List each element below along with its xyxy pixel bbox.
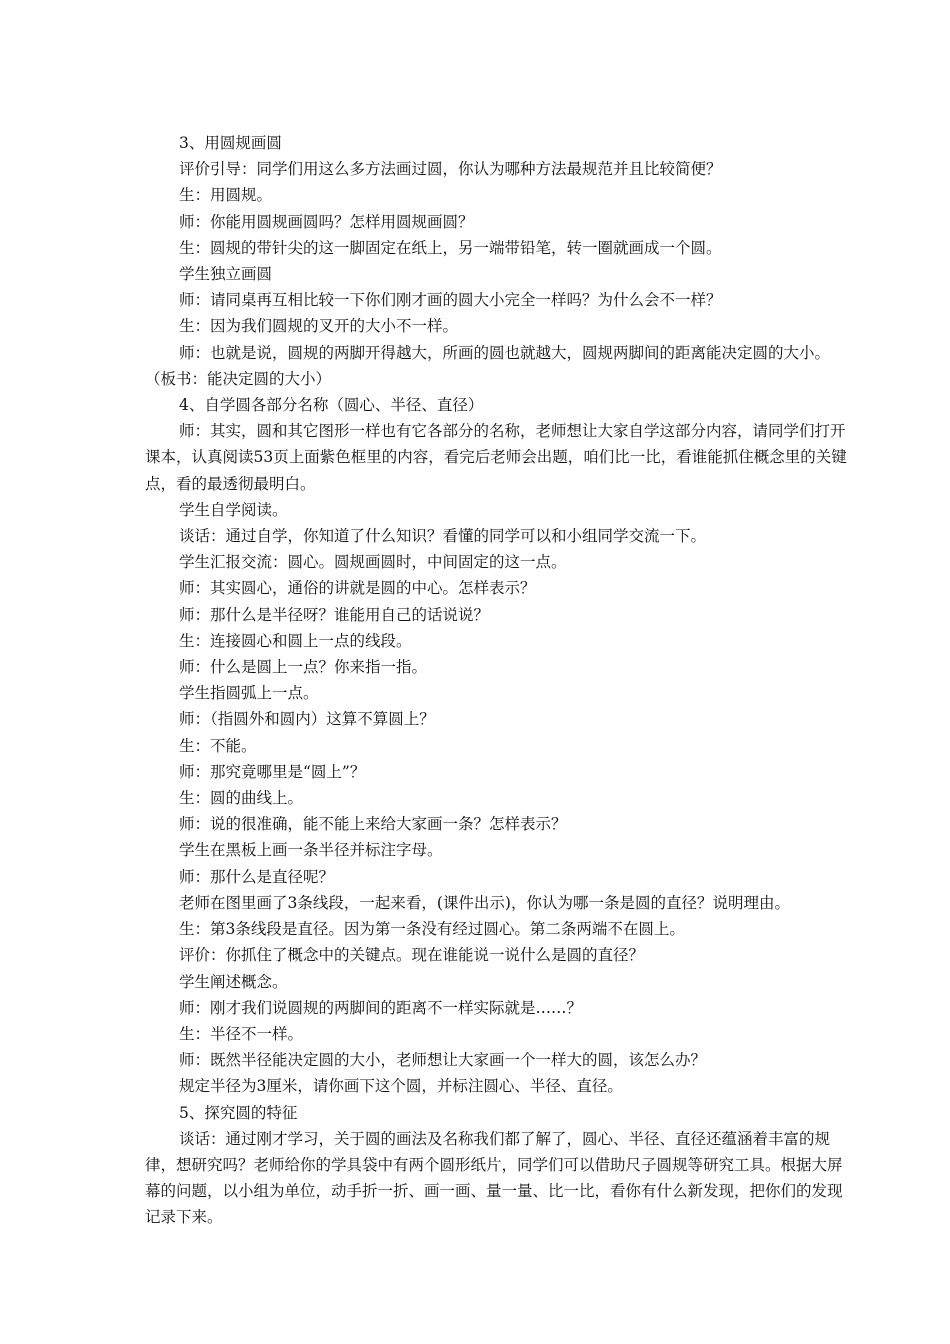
- paragraph: 学生汇报交流：圆心。圆规画圆时，中间固定的这一点。: [179, 553, 567, 572]
- paragraph: 生：圆的曲线上。: [179, 789, 304, 808]
- paragraph: 师：（指圆外和圆内）这算不算圆上？: [179, 710, 435, 729]
- paragraph: 师：其实，圆和其它图形一样也有它各部分的名称，老师想让大家自学这部分内容，请同学们打开课本，认真阅读53页上面紫色框里的内容，看完后老师会出题，咱们比一比，看谁能抓住概念里的关键点，看的最透彻最明白。: [145, 422, 847, 493]
- paragraph: 评价：你抓住了概念中的关键点。现在谁能说一说什么是圆的直径？: [179, 946, 645, 965]
- paragraph: 师：说的很准确，能不能上来给大家画一条？怎样表示？: [179, 815, 567, 834]
- paragraph: 学生在黑板上画一条半径并标注字母。: [179, 841, 443, 860]
- paragraph: 师：什么是圆上一点？你来指一指。: [179, 658, 428, 677]
- paragraph: 生：连接圆心和圆上一点的线段。: [179, 631, 412, 650]
- paragraph: 师：那什么是半径呀？谁能用自己的话说说？: [179, 605, 490, 624]
- paragraph: 生：半径不一样。: [179, 1024, 304, 1043]
- paragraph: 师：那究竟哪里是“圆上”？: [179, 762, 366, 781]
- section-heading-3: 3、用圆规画圆: [179, 134, 282, 152]
- paragraph: 师：请同桌再互相比较一下你们刚才画的圆大小完全一样吗？为什么会不一样？: [179, 291, 722, 310]
- paragraph: 生：因为我们圆规的叉开的大小不一样。: [179, 317, 459, 336]
- document-body: [145, 130, 850, 1231]
- paragraph: 师：刚才我们说圆规的两脚间的距离不一样实际就是……？: [179, 998, 583, 1017]
- paragraph: 师：那什么是直径呢？: [179, 867, 335, 886]
- paragraph: 师：也就是说，圆规的两脚开得越大，所画的圆也就越大，圆规两脚间的距离能决定圆的大小。（板书：能决定圆的大小）: [145, 343, 831, 388]
- paragraph: 评价引导：同学们用这么多方法画过圆，你认为哪种方法最规范并且比较简便？: [179, 160, 722, 179]
- paragraph: 生：第3条线段是直径。因为第一条没有经过圆心。第二条两端不在圆上。: [179, 920, 685, 939]
- paragraph: 学生指圆弧上一点。: [179, 684, 319, 703]
- section-heading-4: 4、自学圆各部分名称（圆心、半径、直径）: [179, 396, 484, 415]
- paragraph: 谈话：通过自学，你知道了什么知识？看懂的同学可以和小组同学交流一下。: [179, 527, 707, 546]
- paragraph: 生：用圆规。: [179, 186, 273, 205]
- paragraph: 学生自学阅读。: [179, 500, 288, 519]
- section-heading-5: 5、探究圆的特征: [179, 1103, 298, 1122]
- paragraph: 规定半径为3厘米，请你画下这个圆，并标注圆心、半径、直径。: [179, 1077, 623, 1096]
- paragraph: 谈话：通过刚才学习，关于圆的画法及名称我们都了解了，圆心、半径、直径还蕴涵着丰富的规律，想研究吗？老师给你的学具袋中有两个圆形纸片，同学们可以借助尺子圆规等研究工具。根据大屏幕的问题，以小组为单位，动手折一折、画一画、量一量、比一比，看你有什么新发现，把你们的发现记录下来。: [145, 1129, 843, 1227]
- paragraph: 学生独立画圆: [179, 265, 273, 284]
- paragraph: 学生阐述概念。: [179, 972, 288, 991]
- paragraph: 师：既然半径能决定圆的大小，老师想让大家画一个一样大的圆，该怎么办？: [179, 1051, 707, 1070]
- paragraph: 老师在图里画了3条线段，一起来看，(课件出示)，你认为哪一条是圆的直径？说明理由。: [179, 893, 790, 912]
- paragraph: 师：其实圆心，通俗的讲就是圆的中心。怎样表示？: [179, 579, 536, 598]
- paragraph: 生：圆规的带针尖的这一脚固定在纸上，另一端带铅笔，转一圈就画成一个圆。: [179, 238, 722, 257]
- paragraph: 师：你能用圆规画圆吗？怎样用圆规画圆？: [179, 212, 474, 231]
- paragraph: 生：不能。: [179, 736, 257, 755]
